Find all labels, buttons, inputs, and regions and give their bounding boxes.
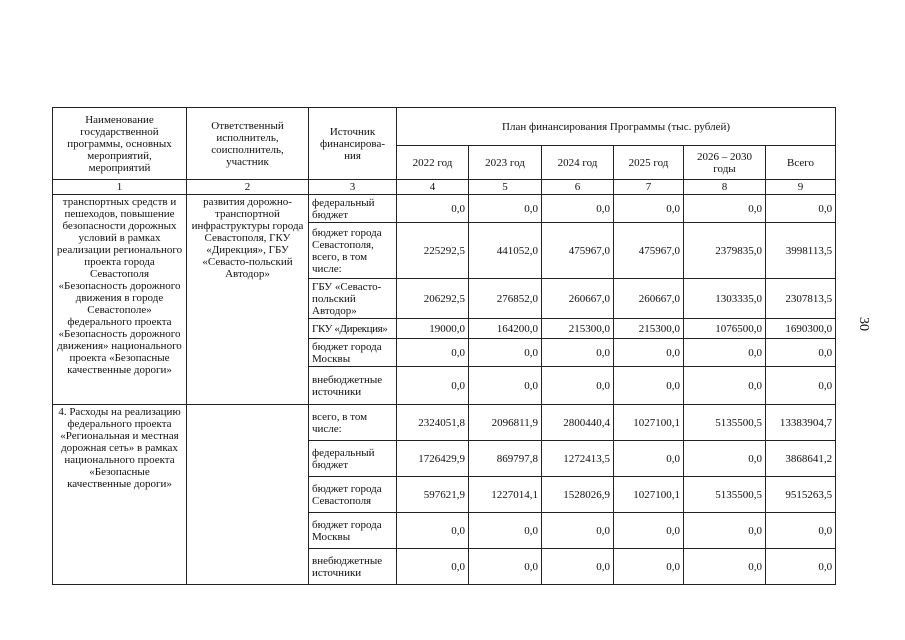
funding-source: бюджет города Москвы xyxy=(309,513,397,549)
header-year-2022: 2022 год xyxy=(397,146,469,180)
value-cell: 0,0 xyxy=(684,549,766,585)
value-cell: 260667,0 xyxy=(614,279,684,319)
value-cell: 0,0 xyxy=(397,549,469,585)
value-cell: 0,0 xyxy=(469,195,542,223)
table-row xyxy=(53,195,836,223)
value-cell: 215300,0 xyxy=(614,319,684,339)
value-cell: 5135500,5 xyxy=(684,405,766,441)
value-cell: 1726429,9 xyxy=(397,441,469,477)
funding-source: ГБУ «Севасто-польский Автодор» xyxy=(309,279,397,319)
table-row xyxy=(53,405,836,441)
value-cell: 441052,0 xyxy=(469,223,542,279)
value-cell: 0,0 xyxy=(684,195,766,223)
funding-source: бюджет города Москвы xyxy=(309,339,397,367)
header-executor: Ответственный исполнитель, соисполнитель, участник xyxy=(187,108,309,180)
funding-source: бюджет города Севастополя, всего, в том числе: xyxy=(309,223,397,279)
value-cell: 1027100,1 xyxy=(614,477,684,513)
value-cell: 2379835,0 xyxy=(684,223,766,279)
value-cell: 19000,0 xyxy=(397,319,469,339)
value-cell: 225292,5 xyxy=(397,223,469,279)
value-cell: 1528026,9 xyxy=(542,477,614,513)
value-cell: 0,0 xyxy=(766,339,836,367)
value-cell: 2800440,4 xyxy=(542,405,614,441)
value-cell: 869797,8 xyxy=(469,441,542,477)
value-cell: 0,0 xyxy=(397,195,469,223)
funding-source: внебюджетные источники xyxy=(309,549,397,585)
column-index: 6 xyxy=(542,180,614,195)
value-cell: 2307813,5 xyxy=(766,279,836,319)
value-cell: 0,0 xyxy=(614,513,684,549)
value-cell: 3868641,2 xyxy=(766,441,836,477)
value-cell: 260667,0 xyxy=(542,279,614,319)
column-index: 5 xyxy=(469,180,542,195)
value-cell: 0,0 xyxy=(397,513,469,549)
value-cell: 1227014,1 xyxy=(469,477,542,513)
header-year-2023: 2023 год xyxy=(469,146,542,180)
funding-source: бюджет города Севастополя xyxy=(309,477,397,513)
value-cell: 0,0 xyxy=(684,513,766,549)
header-year-2024: 2024 год xyxy=(542,146,614,180)
column-index: 3 xyxy=(309,180,397,195)
value-cell: 9515263,5 xyxy=(766,477,836,513)
header-plan: План финансирования Программы (тыс. рублей) xyxy=(397,108,836,146)
value-cell: 5135500,5 xyxy=(684,477,766,513)
value-cell: 1690300,0 xyxy=(766,319,836,339)
value-cell: 2324051,8 xyxy=(397,405,469,441)
value-cell: 215300,0 xyxy=(542,319,614,339)
value-cell: 0,0 xyxy=(542,195,614,223)
value-cell: 0,0 xyxy=(542,367,614,405)
value-cell: 206292,5 xyxy=(397,279,469,319)
column-index-row xyxy=(53,180,836,195)
value-cell: 0,0 xyxy=(614,339,684,367)
column-index: 7 xyxy=(614,180,684,195)
column-index: 8 xyxy=(684,180,766,195)
value-cell: 0,0 xyxy=(766,195,836,223)
value-cell: 0,0 xyxy=(684,367,766,405)
header-year-2025: 2025 год xyxy=(614,146,684,180)
value-cell: 164200,0 xyxy=(469,319,542,339)
funding-source: федеральный бюджет xyxy=(309,441,397,477)
value-cell: 0,0 xyxy=(542,549,614,585)
block1-executor: развития дорожно-транспортной инфраструктуры города Севастополя, ГКУ «Дирекция», ГБУ «Севасто-польский Автодор» xyxy=(187,195,309,405)
value-cell: 0,0 xyxy=(614,441,684,477)
value-cell: 0,0 xyxy=(397,339,469,367)
value-cell: 597621,9 xyxy=(397,477,469,513)
value-cell: 0,0 xyxy=(614,549,684,585)
value-cell: 0,0 xyxy=(766,367,836,405)
value-cell: 0,0 xyxy=(614,367,684,405)
financing-table xyxy=(52,107,836,585)
header-total: Всего xyxy=(766,146,836,180)
value-cell: 0,0 xyxy=(397,367,469,405)
value-cell: 276852,0 xyxy=(469,279,542,319)
value-cell: 1027100,1 xyxy=(614,405,684,441)
value-cell: 0,0 xyxy=(469,367,542,405)
value-cell: 0,0 xyxy=(684,441,766,477)
value-cell: 0,0 xyxy=(766,513,836,549)
block1-program-name: транспортных средств и пешеходов, повышение безопасности дорожных условий в рамках реализации регионального проекта города Севастополя «Безопасность дорожного движения в городе Севастополе» федерального проекта «Безопасность дорожного движения» национального проекта «Безопасные качественные дороги» xyxy=(53,195,187,405)
value-cell: 1303335,0 xyxy=(684,279,766,319)
header-source: Источник финансирова-ния xyxy=(309,108,397,180)
column-index: 2 xyxy=(187,180,309,195)
page-number: 30 xyxy=(856,317,871,331)
header-program-name: Наименование государственной программы, основных мероприятий, мероприятий xyxy=(53,108,187,180)
value-cell: 0,0 xyxy=(614,195,684,223)
value-cell: 0,0 xyxy=(469,513,542,549)
header-year-2026-2030: 2026 – 2030 годы xyxy=(684,146,766,180)
block2-executor xyxy=(187,405,309,585)
funding-source: всего, в том числе: xyxy=(309,405,397,441)
value-cell: 475967,0 xyxy=(542,223,614,279)
value-cell: 1272413,5 xyxy=(542,441,614,477)
value-cell: 13383904,7 xyxy=(766,405,836,441)
funding-source: федеральный бюджет xyxy=(309,195,397,223)
value-cell: 0,0 xyxy=(542,339,614,367)
column-index: 1 xyxy=(53,180,187,195)
value-cell: 0,0 xyxy=(469,549,542,585)
column-index: 9 xyxy=(766,180,836,195)
funding-source: ГКУ «Дирекция» xyxy=(309,319,397,339)
header-row-1 xyxy=(53,108,836,146)
column-index: 4 xyxy=(397,180,469,195)
value-cell: 3998113,5 xyxy=(766,223,836,279)
value-cell: 0,0 xyxy=(469,339,542,367)
value-cell: 0,0 xyxy=(766,549,836,585)
funding-source: внебюджетные источники xyxy=(309,367,397,405)
value-cell: 1076500,0 xyxy=(684,319,766,339)
value-cell: 0,0 xyxy=(542,513,614,549)
value-cell: 2096811,9 xyxy=(469,405,542,441)
block2-program-name: 4. Расходы на реализацию федерального проекта «Региональная и местная дорожная сеть» в рамках национального проекта «Безопасные качественные дороги» xyxy=(53,405,187,585)
value-cell: 475967,0 xyxy=(614,223,684,279)
value-cell: 0,0 xyxy=(684,339,766,367)
